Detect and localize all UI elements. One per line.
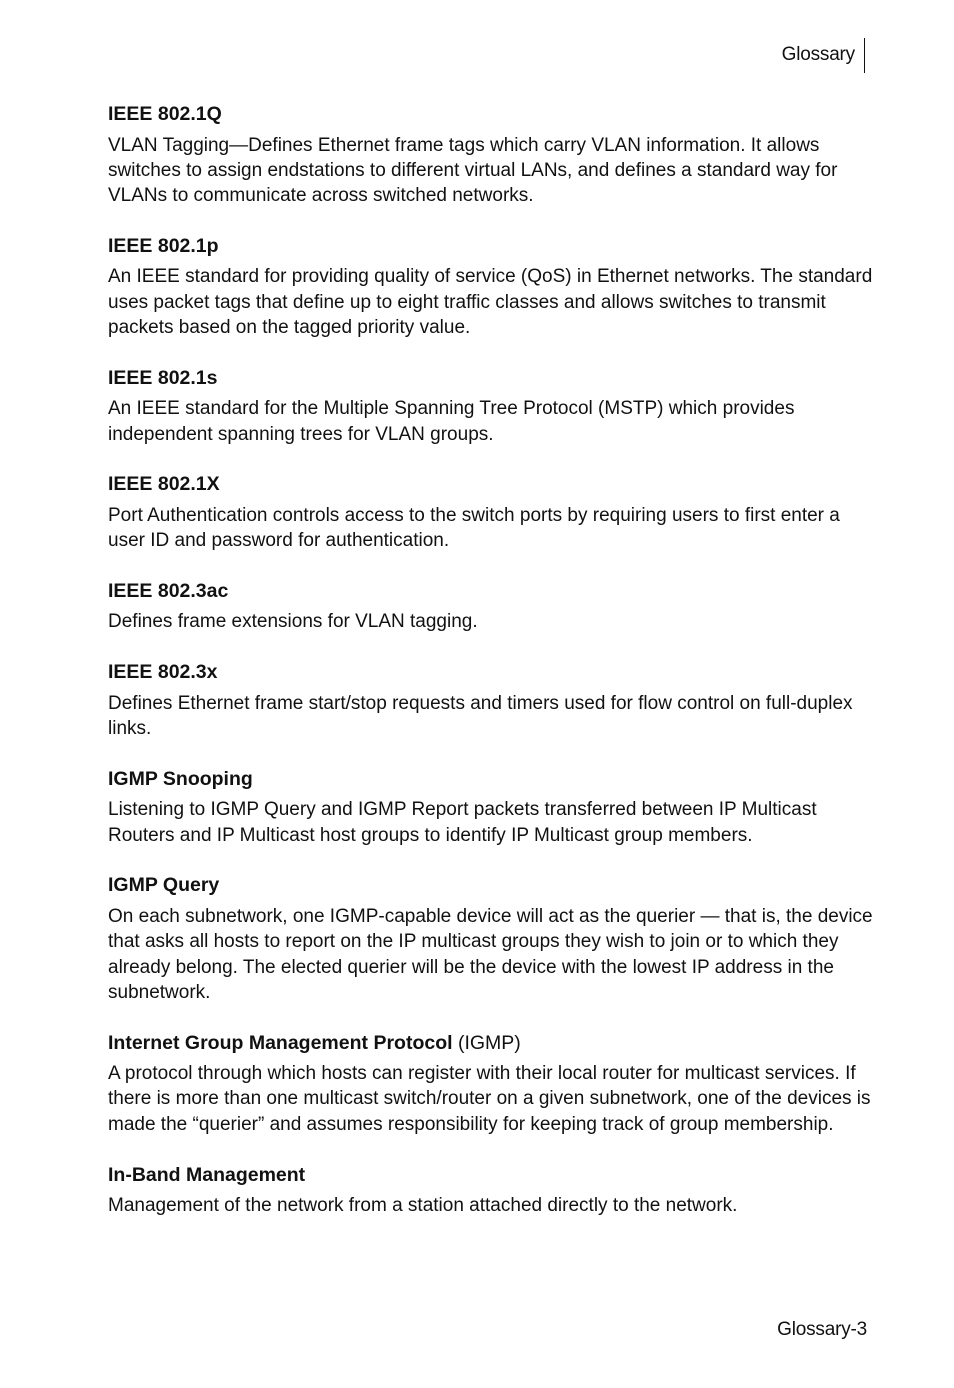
glossary-term (108, 873, 878, 898)
page-number: Glossary-3 (777, 1319, 867, 1340)
glossary-entry (108, 1031, 878, 1137)
glossary-definition: On each subnetwork, one IGMP-capable device will act as the querier — that is, the device that asks all hosts to report on the IP multicast groups they wish to join or to which they already belong. The elected querier will be the device with the lowest IP address in the subnetwork. (108, 905, 873, 1003)
glossary-definition: Defines Ethernet frame start/stop requests and timers used for flow control on full-duplex links. (108, 692, 853, 740)
glossary-entry (108, 579, 878, 635)
glossary-definition: VLAN Tagging—Defines Ethernet frame tags which carry VLAN information. It allows switches to assign endstations to different virtual LANs, and defines a standard way for VLANs to communicate across switched networks. (108, 134, 838, 207)
term-text: IGMP Snooping (108, 767, 253, 790)
glossary-entry (108, 660, 878, 741)
glossary-term (108, 472, 878, 497)
glossary-term (108, 102, 878, 127)
term-suffix: (IGMP) (452, 1031, 521, 1054)
glossary-term (108, 1163, 878, 1188)
term-text: IGMP Query (108, 874, 220, 897)
term-text: IEEE 802.1X (108, 473, 220, 496)
term-text: IEEE 802.3x (108, 661, 218, 684)
glossary-term (108, 660, 878, 685)
glossary-term (108, 366, 878, 391)
term-text: IEEE 802.1s (108, 366, 218, 389)
term-text: Internet Group Management Protocol (108, 1031, 453, 1054)
header-rule (864, 38, 865, 73)
glossary-entry (108, 767, 878, 848)
glossary-definition: A protocol through which hosts can register with their local router for multicast services. If there is more than one multicast switch/router on a given subnetwork, one of the devices is made the “querier” and assumes responsibility for keeping track of group membership. (108, 1063, 871, 1135)
term-text: IEEE 802.3ac (108, 579, 229, 602)
glossary-term (108, 579, 878, 604)
term-text: IEEE 802.1p (108, 234, 219, 257)
glossary-entry (108, 1163, 878, 1219)
glossary-entry (108, 102, 878, 208)
glossary-entry (108, 873, 878, 1005)
glossary-entry (108, 366, 878, 447)
glossary-term (108, 234, 878, 259)
glossary-entry (108, 472, 878, 553)
glossary-definition: Defines frame extensions for VLAN tagging. (108, 611, 478, 633)
term-text: In-Band Management (108, 1163, 306, 1186)
term-text: IEEE 802.1Q (108, 103, 222, 125)
glossary-definition: Listening to IGMP Query and IGMP Report packets transferred between IP Multicast Routers and IP Multicast host groups to identify IP Multicast group members. (108, 799, 817, 846)
glossary-definition: Management of the network from a station attached directly to the network. (108, 1195, 738, 1217)
glossary-entry (108, 234, 878, 340)
glossary-definition: An IEEE standard for providing quality of service (QoS) in Ethernet networks. The standard uses packet tags that define up to eight traffic classes and allows switches to transmit packets based on the tagged priority value. (108, 266, 873, 338)
glossary-term (108, 1031, 878, 1056)
glossary-term (108, 767, 878, 792)
glossary-definition: Port Authentication controls access to the switch ports by requiring users to first enter a user ID and password for authentication. (108, 504, 840, 552)
glossary-list (108, 102, 878, 1244)
running-header: Glossary (781, 44, 855, 65)
glossary-definition: An IEEE standard for the Multiple Spanning Tree Protocol (MSTP) which provides independent spanning trees for VLAN groups. (108, 398, 795, 445)
